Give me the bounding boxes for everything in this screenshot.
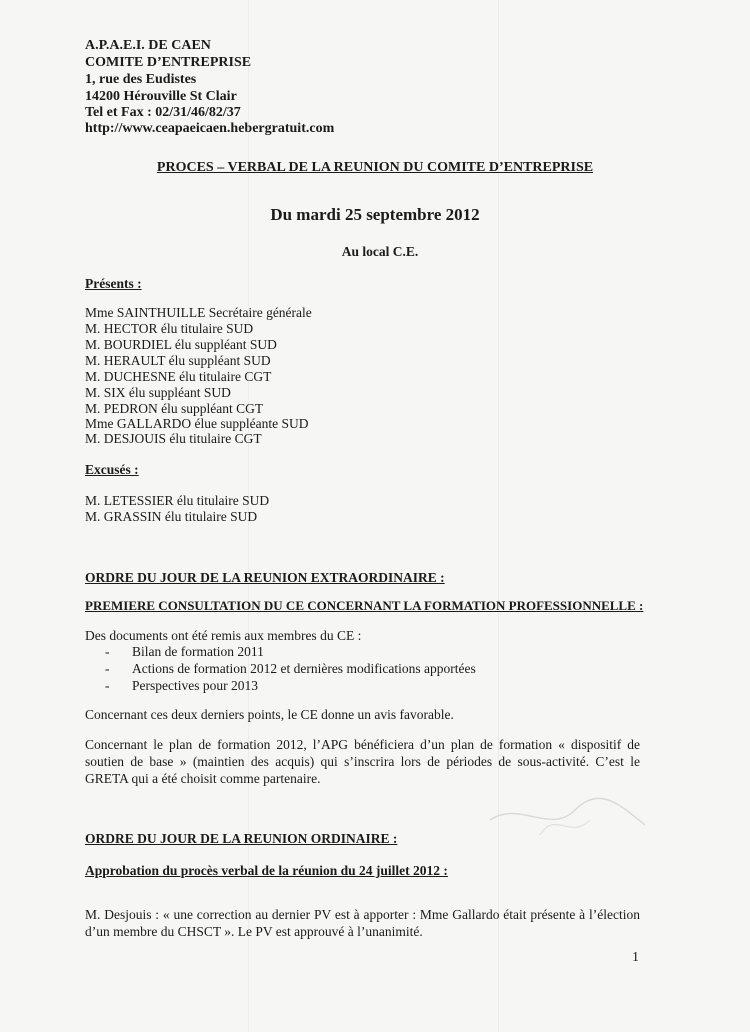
training-plan-paragraph: Concernant le plan de formation 2012, l’APG bénéficiera d’un plan de formation « dispositif de soutien de base » (maintien des acquis) qui s’inscrira lors de périodes de sous-activité. C’est le GRETA qui a été choisit comme partenaire. — [85, 737, 640, 786]
list-item: - Bilan de formation 2011 — [85, 643, 476, 660]
list-item: M. GRASSIN élu titulaire SUD — [85, 509, 258, 524]
presents-heading: Présents : — [85, 276, 142, 291]
meeting-location: Au local C.E. — [341, 244, 419, 259]
minutes-approval-text: M. Desjouis : « une correction au dernier PV est à apporter : Mme Gallardo était présente à l’élection d’un membre du CHSCT ». Le PV est approuvé à l’unanimité. — [85, 907, 640, 939]
documents-list — [85, 643, 476, 694]
list-item: M. LETESSIER élu titulaire SUD — [85, 493, 270, 508]
list-item: M. DESJOUIS élu titulaire CGT — [85, 431, 262, 446]
list-item: - Perspectives pour 2013 — [85, 677, 476, 694]
list-item: M. HECTOR élu titulaire SUD — [85, 321, 254, 336]
street-address: 1, rue des Eudistes — [85, 72, 197, 87]
paper-fold — [498, 0, 499, 1032]
extraordinary-agenda-heading: ORDRE DU JOUR DE LA REUNION EXTRAORDINAIRE : — [85, 570, 445, 585]
phone-fax: Tel et Fax : 02/31/46/82/37 — [85, 105, 241, 120]
meeting-date: Du mardi 25 septembre 2012 — [270, 205, 480, 224]
ordinary-agenda-heading: ORDRE DU JOUR DE LA REUNION ORDINAIRE : — [85, 831, 398, 846]
list-item: Mme GALLARDO élue suppléante SUD — [85, 416, 309, 431]
list-item: M. HERAULT élu suppléant SUD — [85, 353, 271, 368]
documents-intro: Des documents ont été remis aux membres du CE : — [85, 628, 362, 643]
page-number: 1 — [632, 950, 639, 965]
list-item: M. PEDRON élu suppléant CGT — [85, 401, 264, 416]
list-item: M. SIX élu suppléant SUD — [85, 385, 231, 400]
list-item: M. BOURDIEL élu suppléant SUD — [85, 337, 277, 352]
org-name: A.P.A.E.I. DE CAEN — [85, 38, 211, 53]
document-title: PROCES – VERBAL DE LA REUNION DU COMITE D’ENTREPRISE — [156, 160, 594, 175]
city-address: 14200 Hérouville St Clair — [85, 89, 237, 104]
signature-bleed — [480, 780, 660, 850]
training-consultation-heading: PREMIERE CONSULTATION DU CE CONCERNANT LA FORMATION PROFESSIONNELLE : — [85, 598, 644, 613]
list-item: - Actions de formation 2012 et dernières modifications apportées — [85, 660, 476, 677]
website-link: http://www.ceapaeicaen.hebergratuit.com — [85, 121, 335, 136]
list-item: Mme SAINTHUILLE Secrétaire générale — [85, 305, 312, 320]
excuses-heading: Excusés : — [85, 462, 139, 477]
favorable-opinion-text: Concernant ces deux derniers points, le CE donne un avis favorable. — [85, 707, 454, 722]
list-item: M. DUCHESNE élu titulaire CGT — [85, 369, 272, 384]
minutes-approval-heading: Approbation du procès verbal de la réunion du 24 juillet 2012 : — [85, 863, 448, 878]
committee-name: COMITE D’ENTREPRISE — [85, 55, 252, 70]
